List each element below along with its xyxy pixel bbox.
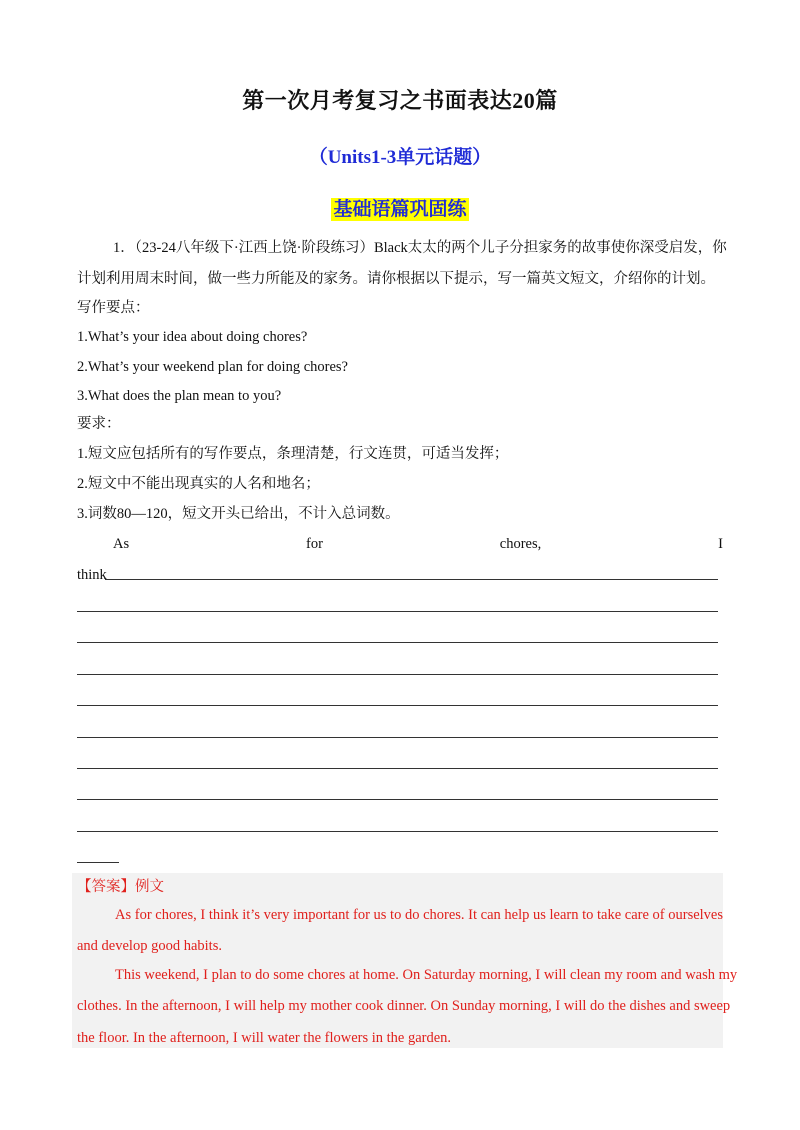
answer-line: and develop good habits. <box>77 938 222 954</box>
writing-line[interactable] <box>77 737 718 738</box>
writing-point-3: 3.What does the plan mean to you? <box>77 388 282 404</box>
writing-point-1: 1.What’s your idea about doing chores? <box>77 329 308 345</box>
section-heading-text: 基础语篇巩固练 <box>333 199 467 220</box>
answer-label: 【答案】例文 <box>77 879 164 895</box>
requirement-2: 2.短文中不能出现真实的人名和地名； <box>77 476 320 492</box>
essay-starter-line <box>113 534 723 554</box>
answer-line: the floor. In the afternoon, I will water the flowers in the garden. <box>77 1030 452 1046</box>
essay-starter-end: think <box>77 567 107 583</box>
page-subtitle: （Units1-3单元话题） <box>308 147 492 168</box>
starter-word: for <box>306 536 323 552</box>
page-title: 第一次月考复习之书面表达20篇 <box>242 88 558 113</box>
starter-word: As <box>113 536 130 552</box>
writing-line[interactable] <box>105 579 718 580</box>
answer-line: This weekend, I plan to do some chores at home. On Saturday morning, I will clean my room and wash my <box>115 967 738 983</box>
answer-line: As for chores, I think it’s very important for us to do chores. It can help us learn to take care of ourselves <box>115 907 724 923</box>
writing-line[interactable] <box>77 705 718 706</box>
writing-line[interactable] <box>77 674 718 675</box>
requirements-label: 要求： <box>77 416 121 432</box>
requirement-3: 3.词数80—120，短文开头已给出，不计入总词数。 <box>77 506 400 522</box>
writing-line[interactable] <box>77 642 718 643</box>
answer-box <box>72 873 738 1048</box>
writing-points-label: 写作要点： <box>77 300 150 316</box>
writing-line[interactable] <box>77 799 718 800</box>
starter-word: chores, <box>499 536 542 552</box>
starter-word: I <box>718 536 723 552</box>
writing-line-end[interactable] <box>77 862 119 863</box>
requirement-1: 1.短文应包括所有的写作要点，条理清楚，行文连贯，可适当发挥； <box>77 446 509 462</box>
question-intro-line-1: 1．（23-24八年级下·江西上饶·阶段练习）Black太太的两个儿子分担家务的故事使你深受启发，你 <box>113 240 727 256</box>
answer-line: clothes. In the afternoon, I will help my mother cook dinner. On Sunday morning, I will do the dishes and sweep <box>77 998 731 1014</box>
question-intro-line-2: 计划利用周末时间，做一些力所能及的家务。请你根据以下提示，写一篇英文短文，介绍你的计划。 <box>77 271 715 287</box>
writing-line[interactable] <box>77 831 718 832</box>
section-heading <box>0 194 800 221</box>
writing-line[interactable] <box>77 768 718 769</box>
writing-line[interactable] <box>77 611 718 612</box>
writing-point-2: 2.What’s your weekend plan for doing chores? <box>77 359 348 375</box>
